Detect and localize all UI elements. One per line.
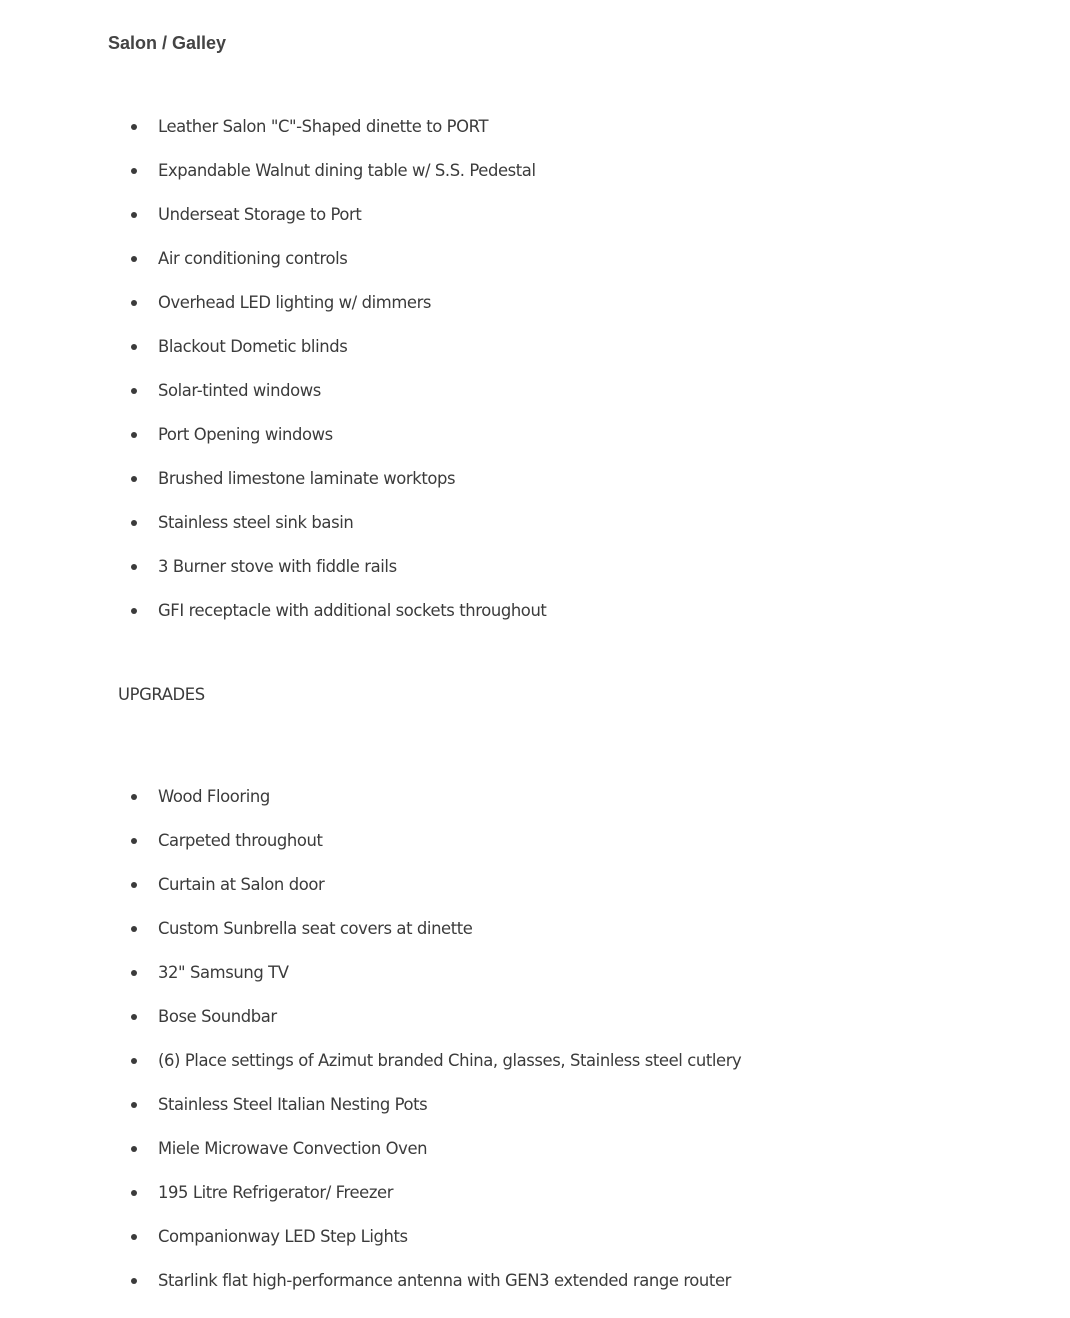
list-item xyxy=(0,1048,741,1092)
list-item-text: 195 Litre Refrigerator/ Freezer xyxy=(158,1183,394,1202)
list-item-text: Custom Sunbrella seat covers at dinette xyxy=(158,919,473,938)
bullet-icon xyxy=(131,882,137,888)
section-title: Salon / Galley xyxy=(108,33,227,53)
upgrades-list xyxy=(0,784,741,1312)
list-item-text: Underseat Storage to Port xyxy=(158,205,362,224)
list-item xyxy=(0,1004,741,1048)
bullet-icon xyxy=(131,256,137,262)
list-item-text: Brushed limestone laminate worktops xyxy=(158,469,456,488)
bullet-icon xyxy=(131,520,137,526)
list-item-text: Solar-tinted windows xyxy=(158,381,321,400)
list-item-text: Leather Salon "C"-Shaped dinette to PORT xyxy=(158,117,489,136)
bullet-icon xyxy=(131,388,137,394)
list-item-text: Carpeted throughout xyxy=(158,831,323,850)
list-item xyxy=(0,872,741,916)
list-item xyxy=(0,466,546,510)
upgrades-heading: UPGRADES xyxy=(118,685,205,704)
list-item-text: Wood Flooring xyxy=(158,787,270,806)
list-item xyxy=(0,828,741,872)
list-item xyxy=(0,290,546,334)
list-item-text: Stainless steel sink basin xyxy=(158,513,354,532)
list-item-text: Port Opening windows xyxy=(158,425,333,444)
list-item-text: Blackout Dometic blinds xyxy=(158,337,348,356)
list-item xyxy=(0,158,546,202)
list-item xyxy=(0,554,546,598)
list-item-text: (6) Place settings of Azimut branded China, glasses, Stainless steel cutlery xyxy=(158,1051,742,1070)
list-item xyxy=(0,960,741,1004)
list-item xyxy=(0,1180,741,1224)
list-item-text: Overhead LED lighting w/ dimmers xyxy=(158,293,432,312)
bullet-icon xyxy=(131,926,137,932)
bullet-icon xyxy=(131,1234,137,1240)
list-item-text: Stainless Steel Italian Nesting Pots xyxy=(158,1095,428,1114)
bullet-icon xyxy=(131,1146,137,1152)
bullet-icon xyxy=(131,608,137,614)
list-item xyxy=(0,916,741,960)
list-item-text: Miele Microwave Convection Oven xyxy=(158,1139,428,1158)
list-item xyxy=(0,114,546,158)
list-item xyxy=(0,334,546,378)
bullet-icon xyxy=(131,212,137,218)
list-item-text: Companionway LED Step Lights xyxy=(158,1227,408,1246)
list-item-text: Starlink flat high-performance antenna with GEN3 extended range router xyxy=(158,1271,731,1290)
list-item xyxy=(0,1268,741,1312)
list-item-text: 32" Samsung TV xyxy=(158,963,289,982)
bullet-icon xyxy=(131,1014,137,1020)
bullet-icon xyxy=(131,970,137,976)
list-item xyxy=(0,1136,741,1180)
list-item xyxy=(0,378,546,422)
bullet-icon xyxy=(131,124,137,130)
bullet-icon xyxy=(131,838,137,844)
bullet-icon xyxy=(131,1190,137,1196)
list-item-text: GFI receptacle with additional sockets throughout xyxy=(158,601,547,620)
bullet-icon xyxy=(131,564,137,570)
bullet-icon xyxy=(131,344,137,350)
list-item xyxy=(0,784,741,828)
list-item-text: Curtain at Salon door xyxy=(158,875,325,894)
bullet-icon xyxy=(131,168,137,174)
bullet-icon xyxy=(131,794,137,800)
list-item xyxy=(0,1224,741,1268)
bullet-icon xyxy=(131,432,137,438)
list-item xyxy=(0,422,546,466)
list-item-text: Bose Soundbar xyxy=(158,1007,277,1026)
bullet-icon xyxy=(131,1278,137,1284)
list-item xyxy=(0,1092,741,1136)
list-item xyxy=(0,510,546,554)
list-item xyxy=(0,246,546,290)
bullet-icon xyxy=(131,300,137,306)
list-item xyxy=(0,598,546,642)
bullet-icon xyxy=(131,476,137,482)
list-item-text: Expandable Walnut dining table w/ S.S. Pedestal xyxy=(158,161,536,180)
list-item-text: 3 Burner stove with fiddle rails xyxy=(158,557,397,576)
list-item-text: Air conditioning controls xyxy=(158,249,348,268)
bullet-icon xyxy=(131,1102,137,1108)
list-item xyxy=(0,202,546,246)
standard-features-list xyxy=(0,114,546,642)
bullet-icon xyxy=(131,1058,137,1064)
